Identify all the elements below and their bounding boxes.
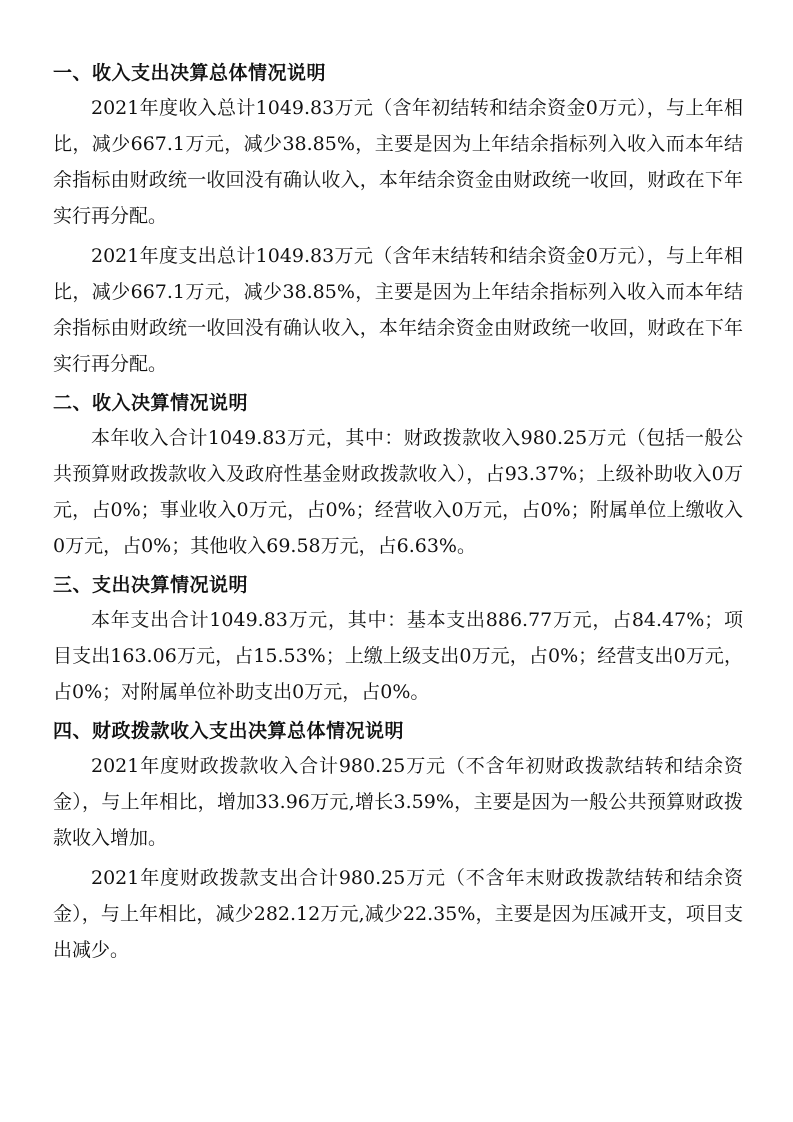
paragraph-total-expenditure: 2021年度支出总计1049.83万元（含年末结转和结余资金0万元），与上年相比，减少667.1万元，减少38.85%，主要是因为上年结余指标列入收入而本年结余指标由财政统一收回没有确认收入，本年结余资金由财政统一收回，财政在下年实行再分配。 — [53, 245, 743, 375]
section-heading: 二、收入决算情况说明 — [53, 392, 249, 414]
section-heading: 一、收入支出决算总体情况说明 — [53, 62, 327, 84]
section-heading: 四、财政拨款收入支出决算总体情况说明 — [53, 720, 405, 742]
document-page — [53, 56, 743, 972]
section-heading: 三、支出决算情况说明 — [53, 574, 249, 596]
paragraph-income-breakdown: 本年收入合计1049.83万元，其中：财政拨款收入980.25万元（包括一般公共预算财政拨款收入及政府性基金财政拨款收入），占93.37%；上级补助收入0万元，占0%；事业收入0万元，占0%；经营收入0万元，占0%；附属单位上缴收入0万元，占0%；其他收入69.58万元，占6.63%。 — [53, 427, 743, 557]
paragraph-expenditure-breakdown: 本年支出合计1049.83万元，其中：基本支出886.77万元，占84.47%；项目支出163.06万元，占15.53%；上缴上级支出0万元，占0%；经营支出0万元，占0%；对附属单位补助支出0万元，占0%。 — [53, 609, 743, 703]
paragraph-total-income: 2021年度收入总计1049.83万元（含年初结转和结余资金0万元），与上年相比，减少667.1万元，减少38.85%，主要是因为上年结余指标列入收入而本年结余指标由财政统一收回没有确认收入，本年结余资金由财政统一收回，财政在下年实行再分配。 — [53, 97, 743, 227]
paragraph-fiscal-expenditure: 2021年度财政拨款支出合计980.25万元（不含年末财政拨款结转和结余资金），与上年相比，减少282.12万元,减少22.35%，主要是因为压减开支，项目支出减少。 — [53, 867, 743, 961]
paragraph-fiscal-income: 2021年度财政拨款收入合计980.25万元（不含年初财政拨款结转和结余资金），与上年相比，增加33.96万元,增长3.59%，主要是因为一般公共预算财政拨款收入增加。 — [53, 755, 743, 849]
section-income-expenditure-overview — [53, 56, 743, 382]
section-expenditure-details — [53, 568, 743, 710]
section-fiscal-appropriation-overview — [53, 714, 743, 968]
section-income-details — [53, 386, 743, 564]
